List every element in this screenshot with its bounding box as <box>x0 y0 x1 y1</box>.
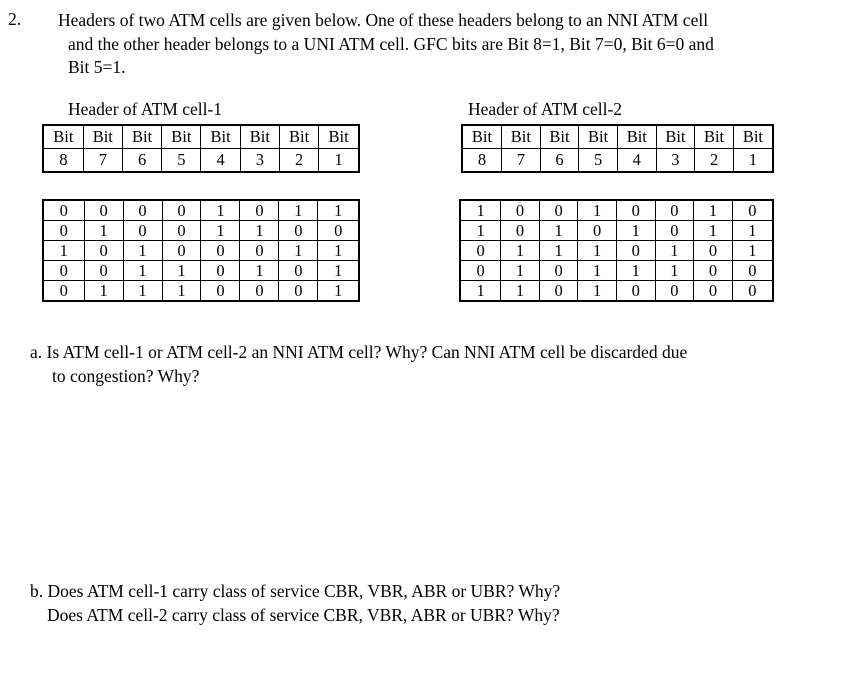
intro-line: Bit 5=1. <box>68 57 126 77</box>
bit-header-label: Bit <box>540 125 579 149</box>
bit-value: 1 <box>460 281 501 302</box>
bit-number: 1 <box>319 149 359 173</box>
bit-header-label: Bit <box>43 125 83 149</box>
bit-value: 1 <box>501 241 540 261</box>
table-row <box>43 261 359 281</box>
bit-value: 1 <box>578 261 617 281</box>
bit-value: 0 <box>460 241 501 261</box>
bit-value: 0 <box>539 261 578 281</box>
bit-value: 0 <box>43 200 84 221</box>
bit-value: 0 <box>123 200 162 221</box>
bit-header-label: Bit <box>579 125 618 149</box>
bit-value: 0 <box>539 200 578 221</box>
cell1-bit-header-table <box>42 124 360 173</box>
bit-value: 0 <box>279 281 318 302</box>
bit-value: 1 <box>318 200 359 221</box>
bit-value: 0 <box>84 200 123 221</box>
question-b <box>30 580 560 627</box>
bit-value: 1 <box>123 261 162 281</box>
bit-value: 1 <box>460 200 501 221</box>
table-row <box>460 200 773 221</box>
bit-value: 0 <box>616 200 655 221</box>
bit-value: 1 <box>539 221 578 241</box>
bit-value: 1 <box>578 200 617 221</box>
bit-value: 0 <box>279 261 318 281</box>
bit-value: 1 <box>84 221 123 241</box>
bit-header-label: Bit <box>240 125 279 149</box>
bit-number: 7 <box>83 149 122 173</box>
bit-number: 1 <box>733 149 773 173</box>
bit-header-label: Bit <box>280 125 319 149</box>
bit-number: 2 <box>695 149 734 173</box>
bit-value: 0 <box>539 281 578 302</box>
bit-value: 1 <box>616 221 655 241</box>
bit-value: 1 <box>694 200 733 221</box>
bit-number: 4 <box>617 149 656 173</box>
bit-value: 1 <box>279 241 318 261</box>
cell1-bits-table <box>42 199 360 302</box>
bit-value: 0 <box>616 281 655 302</box>
table-row <box>460 261 773 281</box>
cell1-header-row-bottom <box>43 149 359 173</box>
bit-value: 1 <box>732 221 773 241</box>
bit-value: 1 <box>123 281 162 302</box>
bit-value: 1 <box>460 221 501 241</box>
table-row <box>43 200 359 221</box>
bit-header-label: Bit <box>695 125 734 149</box>
bit-value: 0 <box>694 241 733 261</box>
bit-number: 6 <box>540 149 579 173</box>
bit-value: 1 <box>655 261 694 281</box>
bit-value: 0 <box>694 281 733 302</box>
bit-value: 0 <box>732 261 773 281</box>
bit-number: 6 <box>122 149 161 173</box>
bit-value: 1 <box>501 261 540 281</box>
bit-value: 1 <box>501 281 540 302</box>
table-row <box>460 241 773 261</box>
bit-value: 0 <box>694 261 733 281</box>
bit-value: 0 <box>201 281 240 302</box>
intro-line: Headers of two ATM cells are given below. One of these headers belong to an NNI ATM cell <box>58 10 709 30</box>
problem-number: 2. <box>8 9 22 29</box>
table-row <box>43 241 359 261</box>
bit-value: 0 <box>732 200 773 221</box>
bit-header-label: Bit <box>656 125 695 149</box>
bit-value: 1 <box>578 281 617 302</box>
bit-header-label: Bit <box>617 125 656 149</box>
bit-value: 1 <box>318 241 359 261</box>
bit-value: 1 <box>201 200 240 221</box>
bit-header-label: Bit <box>83 125 122 149</box>
bit-value: 0 <box>655 221 694 241</box>
bit-header-label: Bit <box>122 125 161 149</box>
bit-value: 0 <box>240 241 279 261</box>
question-a-line: a. Is ATM cell-1 or ATM cell-2 an NNI ATM cell? Why? Can NNI ATM cell be discarded due <box>30 342 688 362</box>
bit-value: 0 <box>162 200 201 221</box>
bit-value: 1 <box>655 241 694 261</box>
bit-number: 5 <box>162 149 201 173</box>
bit-value: 0 <box>84 241 123 261</box>
bit-value: 0 <box>84 261 123 281</box>
bit-value: 1 <box>318 261 359 281</box>
bit-value: 1 <box>123 241 162 261</box>
intro-line: and the other header belongs to a UNI ATM cell. GFC bits are Bit 8=1, Bit 7=0, Bit 6=0 and <box>68 33 714 54</box>
bit-number: 4 <box>201 149 240 173</box>
bit-value: 0 <box>240 281 279 302</box>
bit-number: 3 <box>240 149 279 173</box>
bit-value: 0 <box>43 281 84 302</box>
cell2-bit-header-table <box>461 124 774 173</box>
bit-value: 1 <box>240 221 279 241</box>
bit-value: 0 <box>240 200 279 221</box>
bit-header-label: Bit <box>733 125 773 149</box>
bit-number: 5 <box>579 149 618 173</box>
bit-value: 0 <box>162 221 201 241</box>
bit-value: 1 <box>616 261 655 281</box>
cell2-caption: Header of ATM cell-2 <box>468 99 623 119</box>
bit-number: 2 <box>280 149 319 173</box>
bit-value: 0 <box>162 241 201 261</box>
bit-value: 0 <box>201 261 240 281</box>
bit-number: 3 <box>656 149 695 173</box>
bit-number: 8 <box>43 149 83 173</box>
bit-value: 0 <box>460 261 501 281</box>
bit-value: 1 <box>318 281 359 302</box>
bit-header-label: Bit <box>462 125 502 149</box>
table-row <box>460 281 773 302</box>
bit-value: 1 <box>279 200 318 221</box>
question-a <box>30 341 687 388</box>
bit-value: 0 <box>279 221 318 241</box>
bit-header-label: Bit <box>162 125 201 149</box>
bit-value: 0 <box>501 200 540 221</box>
bit-value: 0 <box>123 221 162 241</box>
bit-value: 0 <box>616 241 655 261</box>
bit-value: 1 <box>84 281 123 302</box>
question-b-line: Does ATM cell-2 carry class of service CBR, VBR, ABR or UBR? Why? <box>47 604 560 625</box>
bit-value: 0 <box>201 241 240 261</box>
bit-value: 1 <box>694 221 733 241</box>
bit-value: 1 <box>240 261 279 281</box>
bit-value: 1 <box>578 241 617 261</box>
bit-header-label: Bit <box>319 125 359 149</box>
cell2-bits-table <box>459 199 774 302</box>
bit-header-label: Bit <box>201 125 240 149</box>
cell2-header-row-top <box>462 125 773 149</box>
bit-value: 1 <box>201 221 240 241</box>
bit-header-label: Bit <box>502 125 541 149</box>
bit-number: 7 <box>502 149 541 173</box>
cell1-header-row-top <box>43 125 359 149</box>
bit-number: 8 <box>462 149 502 173</box>
bit-value: 0 <box>43 261 84 281</box>
bit-value: 0 <box>43 221 84 241</box>
cell2-header-row-bottom <box>462 149 773 173</box>
table-row <box>460 221 773 241</box>
bit-value: 0 <box>655 281 694 302</box>
problem-statement <box>58 9 828 80</box>
question-a-line: to congestion? Why? <box>52 365 200 386</box>
bit-value: 0 <box>318 221 359 241</box>
bit-value: 0 <box>655 200 694 221</box>
bit-value: 1 <box>732 241 773 261</box>
bit-value: 0 <box>732 281 773 302</box>
cell1-caption: Header of ATM cell-1 <box>68 99 223 119</box>
bit-value: 1 <box>43 241 84 261</box>
bit-value: 1 <box>162 281 201 302</box>
bit-value: 0 <box>501 221 540 241</box>
table-row <box>43 281 359 302</box>
bit-value: 0 <box>578 221 617 241</box>
question-b-line: b. Does ATM cell-1 carry class of service CBR, VBR, ABR or UBR? Why? <box>30 581 561 601</box>
bit-value: 1 <box>162 261 201 281</box>
bit-value: 1 <box>539 241 578 261</box>
table-row <box>43 221 359 241</box>
